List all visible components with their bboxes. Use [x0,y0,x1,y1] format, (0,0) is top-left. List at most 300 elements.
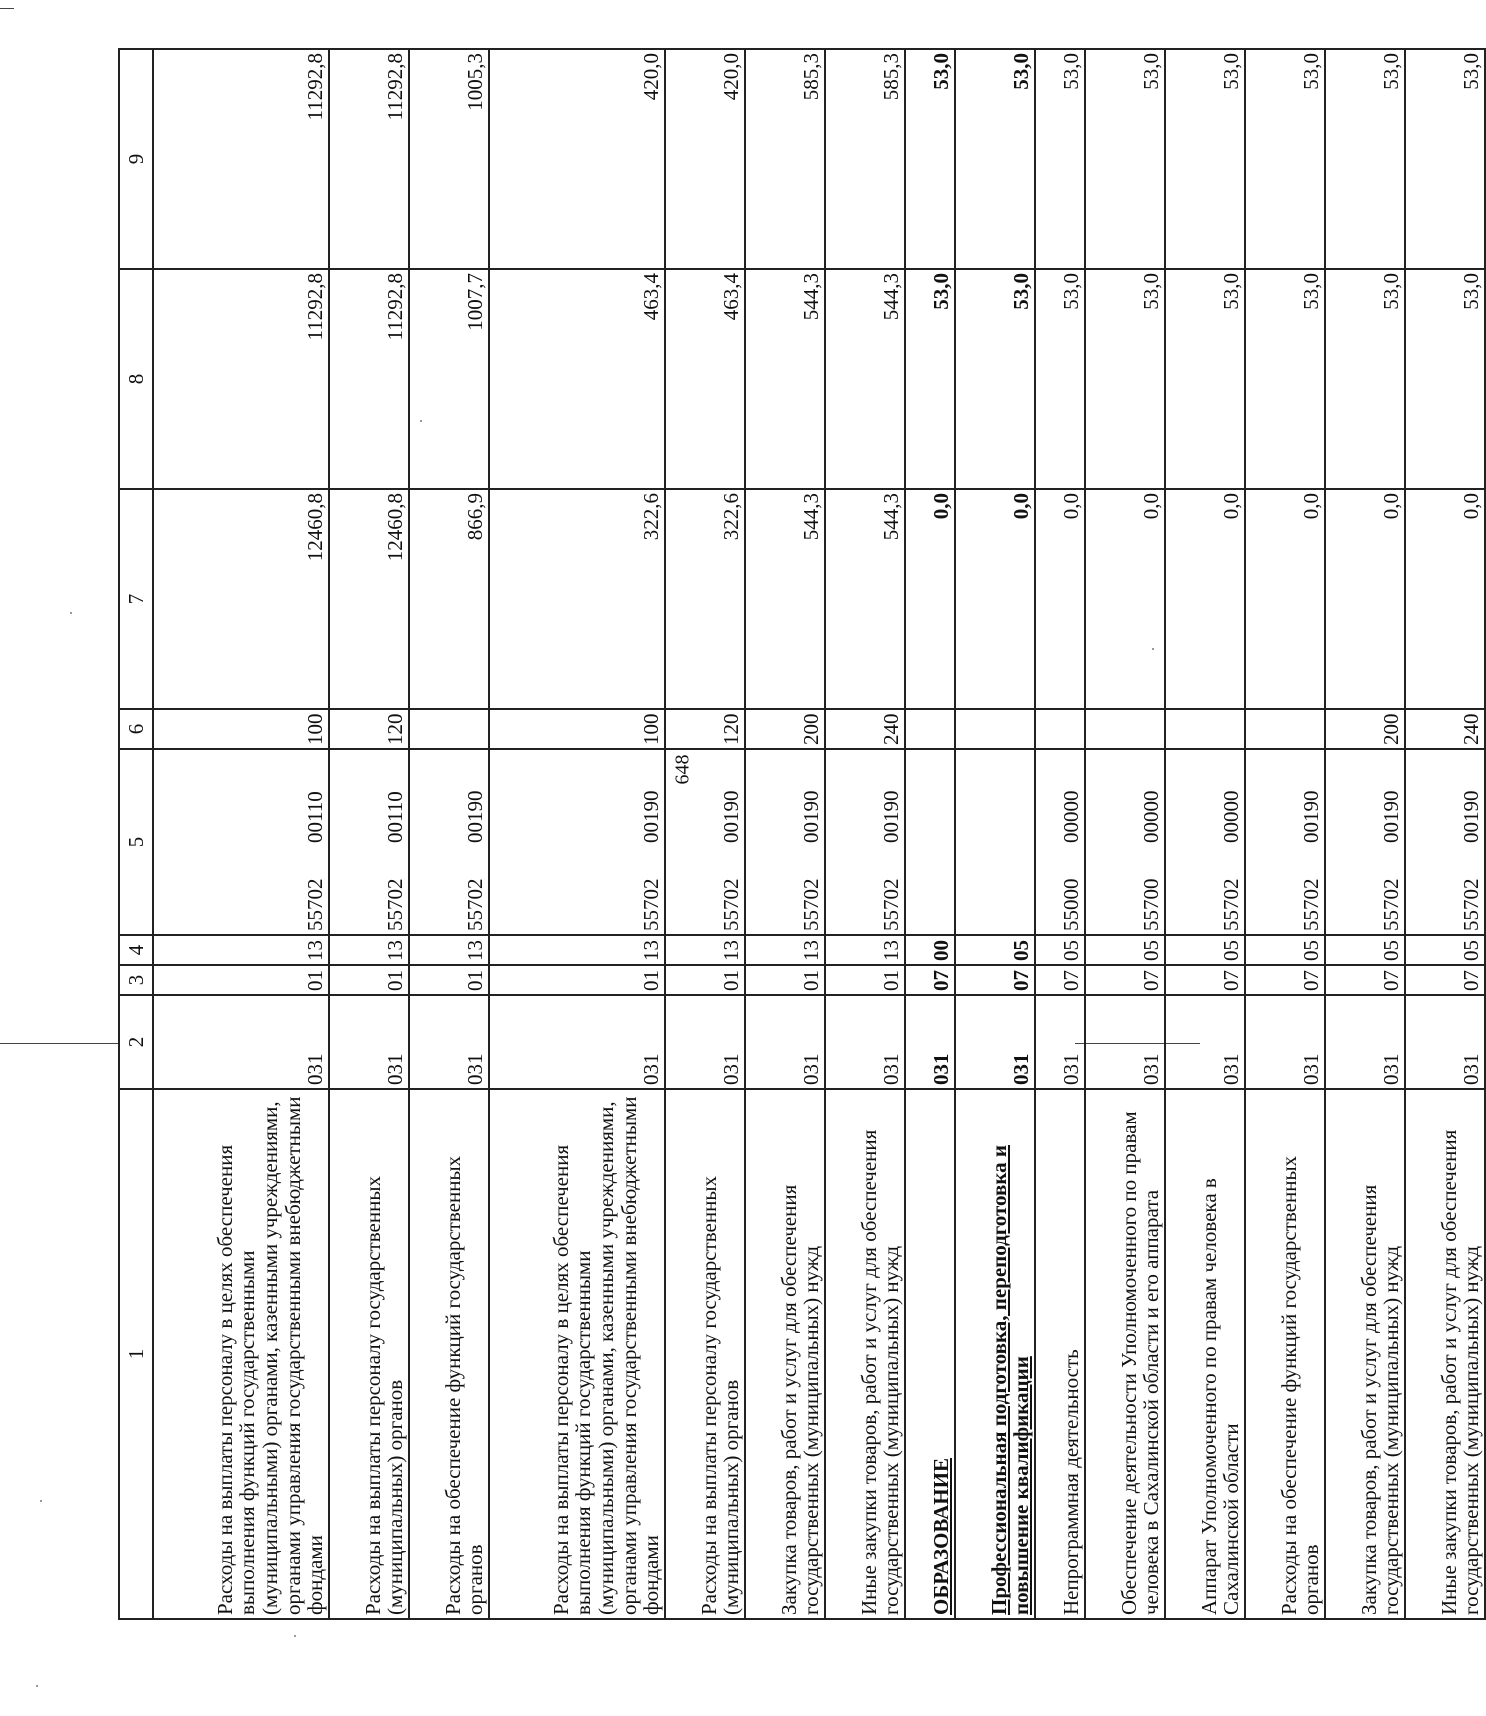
amount-col9: 53,0 [1299,53,1324,90]
section-code: 01 [879,970,904,991]
subsection-code-cell [665,935,745,965]
amount-col9-cell [1405,49,1485,269]
amount-col7-cell [1405,489,1485,709]
target-article-part1: 55702 [799,878,824,931]
section-code-cell [825,965,905,995]
ministry-code-cell [1035,995,1085,1089]
target-article-cell [1405,749,1485,935]
ministry-code-cell [1165,995,1245,1089]
ministry-code: 031 [1059,1053,1084,1085]
expense-type-cell [1325,709,1405,749]
subsection-code: 05 [1059,940,1084,961]
amount-col8: 544,3 [799,273,824,321]
row-name-cell [905,1089,955,1619]
column-header: 2 [119,995,153,1089]
section-code: 01 [463,970,488,991]
table-row [825,49,905,1619]
amount-col8: 463,4 [719,273,744,321]
target-article-part1: 55702 [639,878,664,931]
row-name-cell [1405,1089,1485,1619]
target-article-part2: 00000 [1059,790,1084,843]
target-article-cell [825,749,905,935]
expense-type-cell [825,709,905,749]
subsection-code: 05 [1009,940,1034,961]
table-row [745,49,825,1619]
amount-col9-cell [665,49,745,269]
subsection-code: 13 [719,940,744,961]
amount-col8: 53,0 [1219,273,1244,310]
section-code-cell [1245,965,1325,995]
section-code: 01 [639,970,664,991]
target-article-cell [745,749,825,935]
target-article-part2: 00000 [1139,790,1164,843]
amount-col8: 53,0 [929,273,954,310]
expense-type-cell [905,709,955,749]
target-article-part2: 00190 [879,790,904,843]
amount-col8-cell [905,269,955,489]
expense-type-cell [1035,709,1085,749]
target-article-part2: 00190 [1459,790,1484,843]
table-row [1405,49,1485,1619]
target-article-part1: 55702 [879,878,904,931]
target-article-part2: 00110 [303,791,328,843]
amount-col7-cell [153,489,329,709]
row-name-cell [825,1089,905,1619]
expense-type: 120 [383,713,408,745]
section-code: 07 [1139,970,1164,991]
rotated-table-container [118,50,1484,1620]
section-code-cell [745,965,825,995]
expense-type-cell [329,709,409,749]
subsection-code-cell [905,935,955,965]
amount-col9-cell [1245,49,1325,269]
subsection-code: 13 [463,940,488,961]
amount-col8: 53,0 [1139,273,1164,310]
section-code-cell [489,965,665,995]
amount-col9-cell [1325,49,1405,269]
subsection-code: 05 [1459,940,1484,961]
section-code-cell [665,965,745,995]
expense-type: 240 [879,713,904,745]
expense-type: 240 [1459,713,1484,745]
amount-col9: 585,3 [879,53,904,101]
section-code: 07 [1059,970,1084,991]
subsection-code-cell [409,935,489,965]
amount-col8-cell [825,269,905,489]
ministry-code: 031 [879,1053,904,1085]
target-article-part1: 55702 [719,878,744,931]
amount-col7: 0,0 [1379,493,1404,520]
amount-col9-cell [1165,49,1245,269]
amount-col8: 53,0 [1459,273,1484,310]
amount-col9: 420,0 [639,53,664,101]
amount-col7: 0,0 [929,493,954,520]
row-name: Непрограммная деятельность [1059,1349,1084,1615]
row-name-cell [1325,1089,1405,1619]
amount-col9: 53,0 [1459,53,1484,90]
amount-col7: 0,0 [1299,493,1324,520]
expense-type: 200 [799,713,824,745]
amount-col9-cell [153,49,329,269]
target-article-cell [409,749,489,935]
section-code-cell [1165,965,1245,995]
subsection-code-cell [1165,935,1245,965]
scan-artifact-line [0,1043,118,1044]
row-name-cell [1035,1089,1085,1619]
target-article-part1: 55702 [383,878,408,931]
scan-artifact-line [0,8,14,9]
target-article-cell [489,749,665,935]
amount-col7: 0,0 [1219,493,1244,520]
section-code: 01 [303,970,328,991]
target-article-part1: 55702 [1379,878,1404,931]
amount-col9: 11292,8 [303,53,328,121]
column-header: 5 [119,749,153,935]
target-article-cell [329,749,409,935]
ministry-code: 031 [799,1053,824,1085]
ministry-code: 031 [463,1053,488,1085]
amount-col7-cell [1165,489,1245,709]
column-header: 8 [119,269,153,489]
amount-col7: 866,9 [463,493,488,541]
amount-col9: 53,0 [1379,53,1404,90]
amount-col8-cell [665,269,745,489]
table-row [329,49,409,1619]
target-article-cell [905,749,955,935]
amount-col7-cell [1035,489,1085,709]
row-name: Иные закупки товаров, работ и услуг для обеспечения государственных (муниципальных) нужд [1436,1129,1484,1615]
amount-col7-cell [745,489,825,709]
scan-speck [40,1500,42,1502]
target-article-cell [1325,749,1405,935]
target-article-cell [955,749,1035,935]
target-article-part1: 55702 [1299,878,1324,931]
target-article-part2: 00190 [799,790,824,843]
expense-type: 120 [719,713,744,745]
subsection-code: 13 [383,940,408,961]
amount-col9-cell [489,49,665,269]
scan-speck [36,1685,38,1687]
table-row [665,49,745,1619]
amount-col9: 53,0 [1219,53,1244,90]
amount-col9: 53,0 [1139,53,1164,90]
table-row [153,49,329,1619]
amount-col7-cell [825,489,905,709]
row-name-cell [1165,1089,1245,1619]
budget-table [118,48,1486,1620]
target-article-cell [1085,749,1165,935]
row-name: Закупка товаров, работ и услуг для обеспечения государственных (муниципальных) нужд [1356,1184,1404,1615]
ministry-code: 031 [719,1053,744,1085]
target-article-part2: 00000 [1219,790,1244,843]
target-article-part1: 55702 [463,878,488,931]
table-row [905,49,955,1619]
expense-type: 200 [1379,713,1404,745]
section-code: 07 [1459,970,1484,991]
amount-col7-cell [329,489,409,709]
ministry-code: 031 [639,1053,664,1085]
subsection-code: 05 [1219,940,1244,961]
amount-col8-cell [1325,269,1405,489]
row-name-cell [409,1089,489,1619]
expense-type: 100 [303,713,328,745]
subsection-code: 00 [929,940,954,961]
table-row [1245,49,1325,1619]
amount-col9-cell [955,49,1035,269]
row-name: ОБРАЗОВАНИЕ [929,1458,954,1615]
row-name-cell [1245,1089,1325,1619]
target-article-part2: 00190 [1299,790,1324,843]
row-name-cell [329,1089,409,1619]
amount-col9-cell [745,49,825,269]
amount-col8: 53,0 [1299,273,1324,310]
table-row [489,49,665,1619]
ministry-code-cell [665,995,745,1089]
row-name-cell [489,1089,665,1619]
section-code: 07 [1009,970,1034,991]
ministry-code-cell [1325,995,1405,1089]
amount-col9: 1005,3 [463,53,488,111]
target-article-part1: 55702 [1459,878,1484,931]
amount-col7-cell [955,489,1035,709]
section-code-cell [329,965,409,995]
row-name: Профессиональная подготовка, переподготовка и повышение квалификации [986,1145,1034,1615]
target-article-cell [153,749,329,935]
amount-col8: 463,4 [639,273,664,321]
subsection-code: 05 [1139,940,1164,961]
ministry-code: 031 [1139,1053,1164,1085]
expense-type: 100 [639,713,664,745]
section-code-cell [1325,965,1405,995]
amount-col9: 53,0 [929,53,954,90]
ministry-code: 031 [929,1053,954,1085]
row-name: Иные закупки товаров, работ и услуг для обеспечения государственных (муниципальных) нужд [856,1129,904,1615]
subsection-code-cell [1325,935,1405,965]
amount-col8-cell [409,269,489,489]
target-article-part1: 55702 [303,878,328,931]
column-header: 4 [119,935,153,965]
row-name: Закупка товаров, работ и услуг для обеспечения государственных (муниципальных) нужд [776,1184,824,1615]
row-name: Расходы на обеспечение функций государственных органов [1276,1155,1324,1615]
subsection-code: 05 [1299,940,1324,961]
amount-col9-cell [329,49,409,269]
amount-col7: 0,0 [1009,493,1034,520]
amount-col7-cell [409,489,489,709]
ministry-code-cell [745,995,825,1089]
ministry-code-cell [955,995,1035,1089]
subsection-code: 13 [303,940,328,961]
amount-col7-cell [489,489,665,709]
section-code: 01 [799,970,824,991]
column-header: 9 [119,49,153,269]
amount-col7: 322,6 [639,493,664,541]
row-name: Обеспечение деятельности Уполномоченного по правам человека в Сахалинской области и его аппарата [1116,1111,1164,1615]
column-header: 7 [119,489,153,709]
scan-speck [70,612,72,614]
amount-col8-cell [745,269,825,489]
ministry-code: 031 [1299,1053,1324,1085]
amount-col8-cell [153,269,329,489]
target-article-part2: 00110 [383,791,408,843]
amount-col8: 53,0 [1009,273,1034,310]
amount-col7: 544,3 [799,493,824,541]
expense-type-cell [955,709,1035,749]
ministry-code-cell [1085,995,1165,1089]
amount-col8-cell [489,269,665,489]
row-name-cell [1085,1089,1165,1619]
amount-col9-cell [1035,49,1085,269]
row-name-cell [665,1089,745,1619]
amount-col8-cell [1245,269,1325,489]
section-code: 01 [719,970,744,991]
target-article-part2: 00190 [639,790,664,843]
table-header-row [119,49,153,1619]
expense-type-cell [1085,709,1165,749]
ministry-code: 031 [1379,1053,1404,1085]
table-row [1165,49,1245,1619]
row-name-cell [955,1089,1035,1619]
row-name: Расходы на выплаты персоналу в целях обеспечения выполнения функций государственными (муниципальными) органами, казенными учреждениями, органами управления государственными внебюджетными фондами [212,1096,328,1615]
subsection-code: 13 [879,940,904,961]
amount-col7-cell [665,489,745,709]
row-name-cell [153,1089,329,1619]
ministry-code: 031 [303,1053,328,1085]
target-article-part1: 55700 [1139,878,1164,931]
column-header: 6 [119,709,153,749]
subsection-code-cell [153,935,329,965]
expense-type-cell [489,709,665,749]
section-code: 07 [929,970,954,991]
ministry-code-cell [825,995,905,1089]
expense-type-cell [1245,709,1325,749]
section-code-cell [1085,965,1165,995]
expense-type-cell [153,709,329,749]
table-row [1325,49,1405,1619]
table-row [1085,49,1165,1619]
row-name: Аппарат Уполномоченного по правам человека в Сахалинской области [1196,1178,1244,1615]
section-code-cell [409,965,489,995]
row-name: Расходы на выплаты персоналу государственных (муниципальных) органов [360,1176,408,1615]
amount-col8: 11292,8 [383,273,408,341]
target-article-part1: 55702 [1219,878,1244,931]
section-code-cell [955,965,1035,995]
subsection-code: 13 [799,940,824,961]
row-name: Расходы на выплаты персоналу в целях обеспечения выполнения функций государственными (муниципальными) органами, казенными учреждениями, органами управления государственными внебюджетными фондами [548,1096,664,1615]
ministry-code-cell [1245,995,1325,1089]
amount-col8-cell [1405,269,1485,489]
amount-col9-cell [825,49,905,269]
amount-col7: 0,0 [1139,493,1164,520]
target-article-part2: 00190 [463,790,488,843]
amount-col7-cell [905,489,955,709]
ministry-code-cell [329,995,409,1089]
section-code: 07 [1299,970,1324,991]
section-code-cell [905,965,955,995]
ministry-code: 031 [1459,1053,1484,1085]
amount-col9: 53,0 [1009,53,1034,90]
amount-col7-cell [1325,489,1405,709]
subsection-code-cell [329,935,409,965]
subsection-code-cell [745,935,825,965]
ministry-code-cell [153,995,329,1089]
table-row [955,49,1035,1619]
row-name-cell [745,1089,825,1619]
target-article-part2: 00190 [1379,790,1404,843]
scan-speck [294,1635,296,1637]
row-name: Расходы на обеспечение функций государственных органов [440,1155,488,1615]
amount-col7: 544,3 [879,493,904,541]
amount-col8-cell [1165,269,1245,489]
amount-col7: 12460,8 [383,493,408,562]
target-article-part2: 00190 [719,790,744,843]
section-code-cell [153,965,329,995]
row-name: Расходы на выплаты персоналу государственных (муниципальных) органов [696,1176,744,1615]
amount-col8-cell [329,269,409,489]
ministry-code: 031 [1009,1053,1034,1085]
amount-col8-cell [1085,269,1165,489]
subsection-code-cell [1035,935,1085,965]
amount-col9: 53,0 [1059,53,1084,90]
amount-col8: 53,0 [1059,273,1084,310]
ministry-code: 031 [383,1053,408,1085]
table-row [409,49,489,1619]
amount-col7-cell [1085,489,1165,709]
amount-col7: 322,6 [719,493,744,541]
expense-type-cell [1405,709,1485,749]
subsection-code-cell [1405,935,1485,965]
expense-type-cell [745,709,825,749]
amount-col9-cell [905,49,955,269]
ministry-code-cell [1405,995,1485,1089]
amount-col8: 53,0 [1379,273,1404,310]
expense-type-cell [665,709,745,749]
amount-col8-cell [955,269,1035,489]
target-article-cell [1165,749,1245,935]
subsection-code-cell [1085,935,1165,965]
subsection-code-cell [825,935,905,965]
amount-col8: 11292,8 [303,273,328,341]
amount-col8: 1007,7 [463,273,488,331]
table-row [1035,49,1085,1619]
amount-col8-cell [1035,269,1085,489]
section-code: 07 [1379,970,1404,991]
subsection-code: 13 [639,940,664,961]
ministry-code-cell [905,995,955,1089]
column-header: 1 [119,1089,153,1619]
section-code: 07 [1219,970,1244,991]
amount-col9: 420,0 [719,53,744,101]
target-article-cell [1245,749,1325,935]
expense-type-cell [1165,709,1245,749]
amount-col7: 12460,8 [303,493,328,562]
section-code: 01 [383,970,408,991]
amount-col9: 585,3 [799,53,824,101]
amount-col7-cell [1245,489,1325,709]
page-number: 648 [671,754,694,785]
amount-col9: 11292,8 [383,53,408,121]
ministry-code: 031 [1219,1053,1244,1085]
target-article-cell [665,749,745,935]
section-code-cell [1035,965,1085,995]
subsection-code-cell [955,935,1035,965]
expense-type-cell [409,709,489,749]
ministry-code-cell [409,995,489,1089]
amount-col7: 0,0 [1059,493,1084,520]
subsection-code-cell [1245,935,1325,965]
target-article-cell [1035,749,1085,935]
amount-col8: 544,3 [879,273,904,321]
ministry-code-cell [489,995,665,1089]
